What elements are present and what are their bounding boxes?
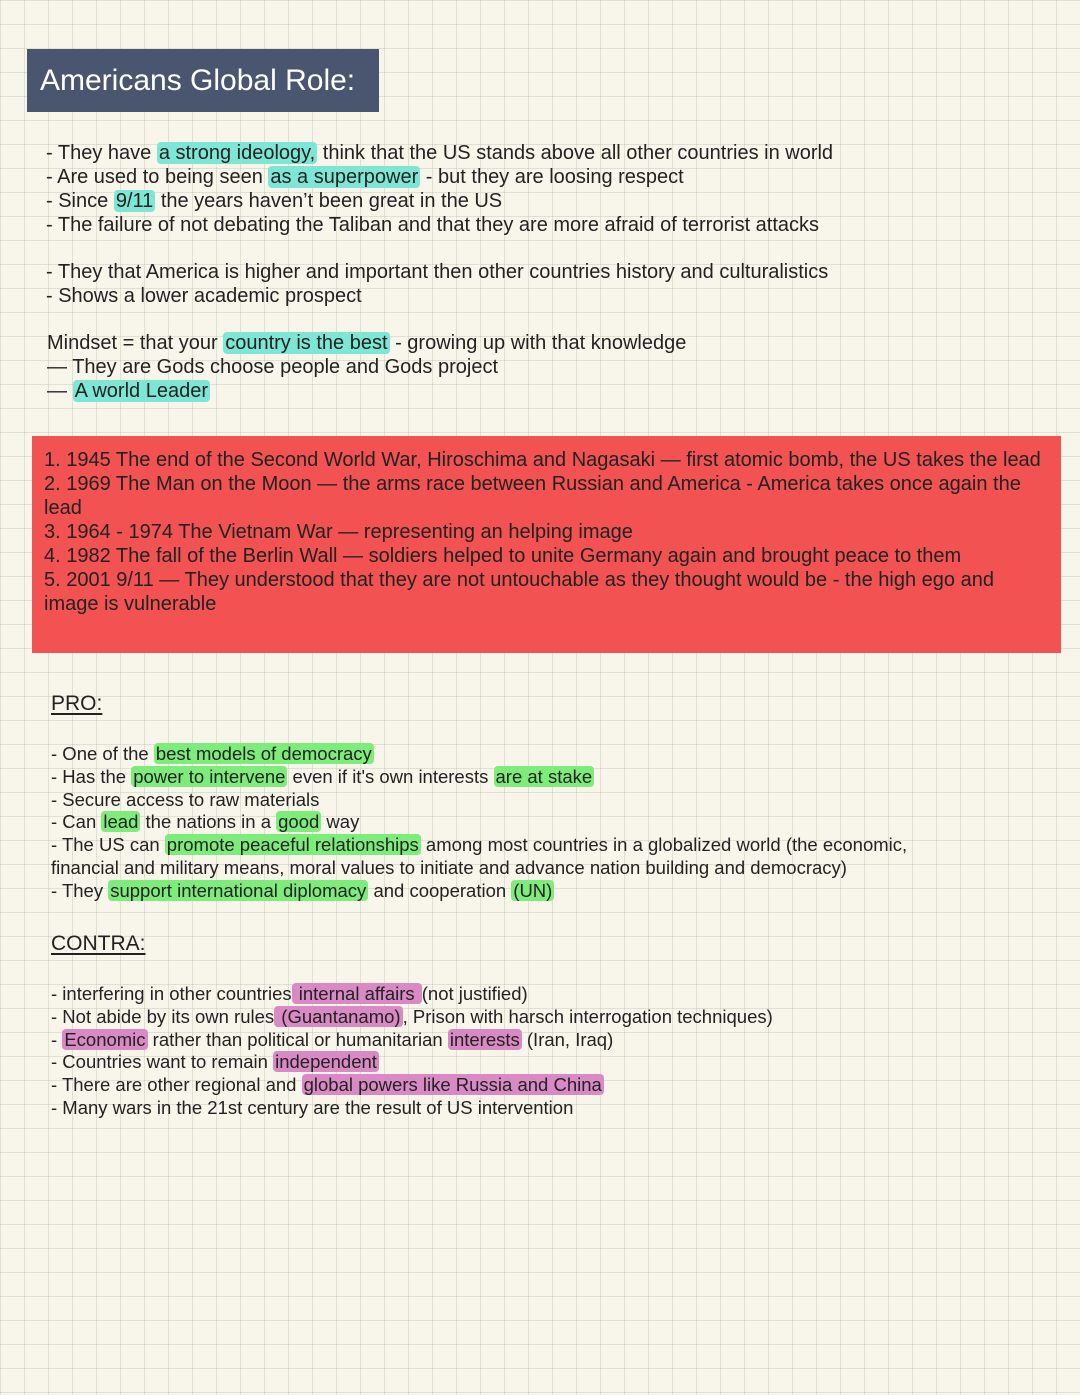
note-line [51, 834, 907, 857]
note-text: - Not abide by its own rules [51, 1005, 275, 1027]
note-line [46, 260, 828, 284]
perception-notes [46, 260, 828, 308]
note-text: - Secure access to raw materials [51, 788, 320, 810]
note-text: - Since [46, 190, 114, 212]
highlighted-text: a strong ideology, [158, 142, 316, 164]
note-text: - The US can [51, 834, 165, 856]
timeline-item: 4. 1982 The fall of the Berlin Wall — soldiers helped to unite Germany again and brought peace to them [44, 545, 962, 567]
highlighted-text: as a superpower [270, 166, 419, 188]
pro-heading: PRO: [51, 692, 103, 715]
note-line [46, 141, 833, 165]
highlighted-text: global powers like Russia and China [303, 1074, 602, 1096]
highlighted-text: Economic [64, 1028, 146, 1050]
note-line [51, 857, 907, 880]
note-text: think that the US stands above all other countries in world [317, 142, 834, 164]
page-title-box [27, 49, 379, 112]
timeline-item: 1. 1945 The end of the Second World War, Hiroschima and Nagasaki — first atomic bomb, the US takes the lead [44, 449, 1041, 471]
timeline-item: 3. 1964 - 1974 The Vietnam War — representing an helping image [44, 521, 633, 543]
note-line [47, 355, 686, 379]
note-text: - Can [51, 811, 102, 833]
note-text: - They that America is higher and important then other countries history and culturalistics [46, 261, 829, 283]
note-line [46, 284, 828, 308]
note-text: - Countries want to remain [51, 1051, 274, 1073]
note-line [51, 743, 907, 766]
note-text: - They [51, 879, 109, 901]
note-line [46, 213, 833, 237]
note-line [51, 880, 907, 903]
highlighted-text: 9/11 [115, 190, 154, 212]
note-line [51, 1097, 773, 1120]
highlighted-text: good [278, 811, 320, 833]
highlighted-text: (UN) [513, 879, 553, 901]
note-text: - There are other regional and [51, 1074, 302, 1096]
highlighted-text: power to intervene [133, 765, 286, 787]
note-text: rather than political or humanitarian [147, 1028, 448, 1050]
note-text: even if it's own interests [287, 765, 494, 787]
highlighted-text: internal affairs [293, 983, 420, 1004]
note-text: , Prison with harsch interrogation techniques) [402, 1005, 773, 1027]
note-text: and cooperation [368, 879, 512, 901]
note-line [47, 331, 686, 355]
note-line [51, 1029, 773, 1052]
note-line [51, 1051, 773, 1074]
pro-list [51, 743, 907, 903]
note-text: way [321, 811, 360, 833]
note-text: - One of the [51, 743, 154, 764]
highlighted-text: promote peaceful relationships [166, 834, 419, 856]
note-text: financial and military means, moral values to initiate and advance nation building and democracy) [51, 856, 847, 878]
note-text: - interfering in other countries [51, 983, 292, 1004]
highlighted-text: lead [103, 811, 139, 833]
note-line [46, 165, 833, 189]
highlighted-text: independent [275, 1051, 377, 1073]
page-title: Americans Global Role: [40, 64, 356, 97]
note-text: — They are Gods choose people and Gods project [47, 356, 499, 378]
timeline-item: 2. 1969 The Man on the Moon — the arms race between Russian and America - America takes once again the lead [44, 473, 1021, 519]
contra-heading: CONTRA: [51, 932, 146, 955]
note-text: the nations in a [140, 811, 277, 833]
note-text: - Has the [51, 765, 132, 787]
highlighted-text: A world Leader [74, 380, 208, 402]
note-text: (not justified) [421, 983, 528, 1004]
note-line [47, 379, 686, 403]
note-text: - Shows a lower academic prospect [46, 285, 362, 307]
note-text: the years haven’t been great in the US [155, 190, 503, 212]
contra-list [51, 983, 773, 1120]
mindset-notes [47, 331, 686, 403]
note-text: — [47, 380, 73, 402]
note-text: - The failure of not debating the Taliban and that they are more afraid of terrorist attacks [46, 214, 820, 236]
note-text: Mindset = that your [47, 332, 224, 354]
highlighted-text: country is the best [225, 332, 388, 354]
note-line [51, 811, 907, 834]
note-line [46, 189, 833, 213]
note-line [51, 983, 773, 1006]
note-text: among most countries in a globalized world (the economic, [420, 834, 908, 856]
note-text: - Many wars in the 21st century are the result of US intervention [51, 1096, 574, 1118]
note-text: - [51, 1028, 63, 1050]
highlighted-text: interests [449, 1028, 520, 1050]
note-line [51, 766, 907, 789]
timeline-box [32, 436, 1061, 653]
note-line [51, 1006, 773, 1029]
note-line [51, 1074, 773, 1097]
ideology-notes [46, 141, 833, 237]
note-text: (Iran, Iraq) [521, 1028, 614, 1050]
note-text: - but they are loosing respect [420, 166, 684, 188]
note-text: - growing up with that knowledge [389, 332, 687, 354]
highlighted-text: (Guantanamo) [276, 1005, 401, 1027]
note-text: - They have [46, 142, 157, 164]
highlighted-text: best models of democracy [155, 743, 372, 764]
note-text: - Are used to being seen [46, 166, 269, 188]
highlighted-text: are at stake [495, 765, 593, 787]
note-line [51, 789, 907, 812]
timeline-item: 5. 2001 9/11 — They understood that they are not untouchable as they thought would be - the high ego and image is vulnerable [44, 569, 994, 615]
highlighted-text: support international diplomacy [110, 879, 367, 901]
